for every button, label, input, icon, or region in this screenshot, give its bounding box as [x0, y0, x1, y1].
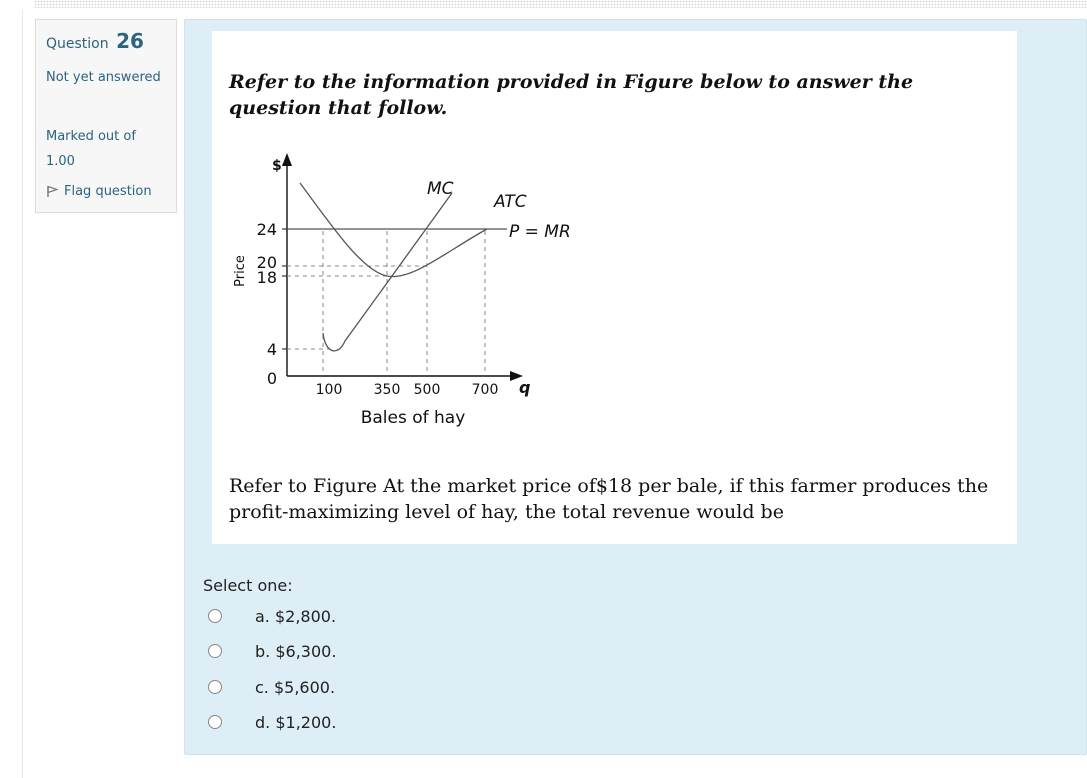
radio-c[interactable] [208, 680, 222, 694]
question-info-panel [35, 19, 177, 213]
question-state: Not yet answered [46, 70, 161, 85]
y-tick-24: 24 [256, 220, 277, 239]
atc-label: ATC [494, 192, 527, 212]
answer-option-d[interactable] [208, 712, 336, 732]
question-intro: Refer to the information provided in Figure below to answer the question that follow. [229, 71, 914, 119]
y-axis-arrow [282, 153, 292, 166]
question-text: Refer to Figure At the market price of$18 per bale, if this farmer produces the profit-maximizing level of hay, the total revenue would be [229, 475, 989, 523]
question-label: Question [46, 36, 109, 52]
top-dotted-border [34, 0, 1087, 8]
answer-option-b[interactable] [208, 641, 336, 661]
radio-b[interactable] [208, 644, 222, 658]
answer-option-a-label: a. $2,800. [255, 606, 337, 626]
x-tick-700: 700 [471, 382, 499, 398]
y-tick-18: 18 [256, 268, 277, 287]
answer-option-c-label: c. $5,600. [255, 677, 336, 697]
atc-curve [300, 183, 487, 277]
cost-curves-figure [212, 131, 1017, 461]
price-mr-label: P = MR [509, 222, 571, 242]
x-tick-350: 350 [373, 382, 401, 398]
y-tick-0: 0 [266, 369, 277, 388]
flag-question-link[interactable] [46, 184, 152, 199]
answer-option-b-label: b. $6,300. [255, 641, 337, 661]
y-axis-symbol: $ [272, 158, 282, 174]
x-tick-100: 100 [315, 382, 343, 398]
x-tick-500: 500 [413, 382, 441, 398]
left-divider [22, 10, 23, 778]
question-number-value: 26 [116, 29, 144, 53]
question-text-box [212, 31, 1017, 544]
mc-label: MC [427, 179, 454, 199]
answer-option-a[interactable] [208, 606, 336, 626]
question-number [46, 29, 144, 53]
answer-option-d-label: d. $1,200. [255, 712, 337, 732]
radio-d[interactable] [208, 715, 222, 729]
y-axis-label: Price [233, 255, 248, 287]
x-axis-label: Bales of hay [360, 408, 466, 428]
flag-question-label: Flag question [64, 184, 152, 199]
flag-icon [46, 185, 58, 198]
y-tick-4: 4 [266, 340, 277, 359]
select-one-label: Select one: [203, 576, 293, 595]
answer-option-c[interactable] [208, 677, 335, 697]
question-grade: Marked out of 1.00 [46, 129, 136, 169]
y-tick-20: 20 [256, 253, 277, 272]
x-axis-symbol: q [519, 378, 531, 397]
radio-a[interactable] [208, 609, 222, 623]
